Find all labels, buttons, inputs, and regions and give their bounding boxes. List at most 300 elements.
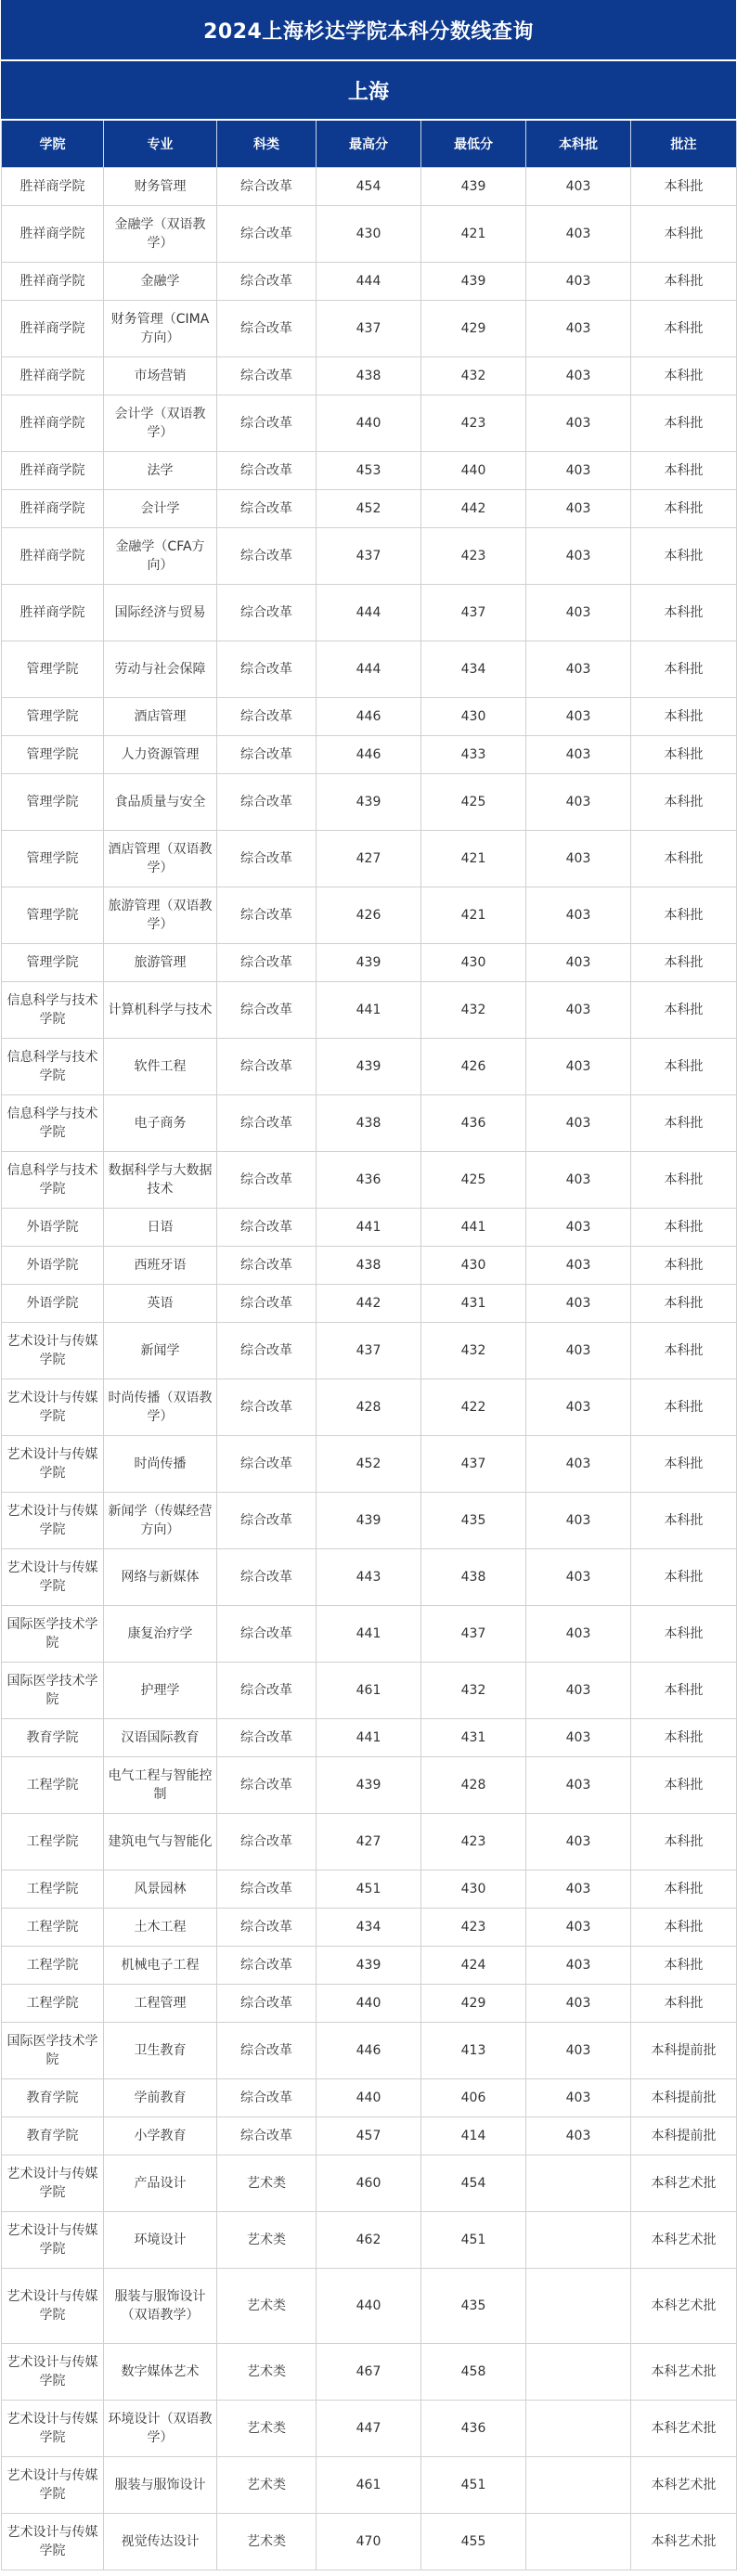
- cell-note: 本科批: [631, 206, 737, 263]
- cell-max-score: 436: [317, 1152, 421, 1209]
- cell-batch-line: [526, 2155, 631, 2212]
- cell-batch-line: 403: [526, 831, 631, 887]
- cell-major: 新闻学（传媒经营方向）: [104, 1493, 217, 1549]
- cell-category: 综合改革: [217, 1209, 317, 1247]
- cell-batch-line: 403: [526, 357, 631, 395]
- table-row: [2, 887, 737, 944]
- cell-min-score: 429: [421, 301, 526, 357]
- cell-major: 新闻学: [104, 1323, 217, 1379]
- cell-college: 管理学院: [2, 736, 104, 774]
- cell-batch-line: [526, 2514, 631, 2570]
- table-row: [2, 698, 737, 736]
- cell-max-score: 442: [317, 1285, 421, 1323]
- cell-note: 本科艺术批: [631, 2457, 737, 2514]
- cell-category: 综合改革: [217, 1606, 317, 1663]
- table-row: [2, 168, 737, 206]
- cell-category: 艺术类: [217, 2344, 317, 2401]
- cell-note: 本科批: [631, 698, 737, 736]
- cell-college: 信息科学与技术学院: [2, 1152, 104, 1209]
- table-row: [2, 2212, 737, 2269]
- cell-college: 胜祥商学院: [2, 452, 104, 490]
- cell-min-score: 421: [421, 887, 526, 944]
- cell-max-score: 470: [317, 2514, 421, 2570]
- cell-major: 酒店管理: [104, 698, 217, 736]
- cell-college: 艺术设计与传媒学院: [2, 2269, 104, 2344]
- header-category: 科类: [217, 120, 317, 168]
- cell-min-score: 440: [421, 452, 526, 490]
- cell-major: 劳动与社会保障: [104, 641, 217, 698]
- cell-note: 本科批: [631, 1719, 737, 1757]
- cell-batch-line: [526, 2457, 631, 2514]
- cell-college: 国际医学技术学院: [2, 2023, 104, 2079]
- cell-batch-line: 403: [526, 1493, 631, 1549]
- cell-note: 本科批: [631, 452, 737, 490]
- cell-major: 会计学: [104, 490, 217, 528]
- cell-batch-line: [526, 2212, 631, 2269]
- cell-major: 护理学: [104, 1663, 217, 1719]
- cell-batch-line: 403: [526, 168, 631, 206]
- cell-max-score: 428: [317, 1379, 421, 1436]
- cell-batch-line: 403: [526, 698, 631, 736]
- cell-category: 综合改革: [217, 528, 317, 585]
- table-row: [2, 2401, 737, 2457]
- cell-note: 本科批: [631, 263, 737, 301]
- cell-min-score: 423: [421, 528, 526, 585]
- cell-major: 网络与新媒体: [104, 1549, 217, 1606]
- cell-min-score: 432: [421, 1323, 526, 1379]
- cell-note: 本科批: [631, 301, 737, 357]
- cell-category: 综合改革: [217, 2023, 317, 2079]
- cell-college: 教育学院: [2, 1719, 104, 1757]
- cell-min-score: 432: [421, 357, 526, 395]
- cell-batch-line: 403: [526, 452, 631, 490]
- cell-batch-line: 403: [526, 887, 631, 944]
- table-row: [2, 2117, 737, 2155]
- header-college: 学院: [2, 120, 104, 168]
- cell-college: 管理学院: [2, 774, 104, 831]
- cell-major: 西班牙语: [104, 1247, 217, 1285]
- cell-batch-line: 403: [526, 1871, 631, 1909]
- cell-batch-line: 403: [526, 1247, 631, 1285]
- cell-note: 本科批: [631, 944, 737, 982]
- cell-note: 本科批: [631, 1152, 737, 1209]
- cell-batch-line: 403: [526, 1379, 631, 1436]
- cell-major: 食品质量与安全: [104, 774, 217, 831]
- cell-note: 本科批: [631, 168, 737, 206]
- cell-category: 艺术类: [217, 2401, 317, 2457]
- table-row: [2, 1152, 737, 1209]
- cell-max-score: 438: [317, 357, 421, 395]
- cell-max-score: 438: [317, 1247, 421, 1285]
- cell-category: 艺术类: [217, 2269, 317, 2344]
- cell-category: 综合改革: [217, 395, 317, 452]
- cell-note: 本科批: [631, 1947, 737, 1985]
- cell-note: 本科批: [631, 1039, 737, 1095]
- cell-category: 综合改革: [217, 1095, 317, 1152]
- cell-batch-line: 403: [526, 1909, 631, 1947]
- cell-max-score: 440: [317, 1985, 421, 2023]
- table-row: [2, 452, 737, 490]
- cell-min-score: 437: [421, 1436, 526, 1493]
- cell-min-score: 430: [421, 944, 526, 982]
- cell-category: 综合改革: [217, 982, 317, 1039]
- cell-note: 本科批: [631, 1285, 737, 1323]
- cell-max-score: 454: [317, 168, 421, 206]
- cell-batch-line: 403: [526, 1719, 631, 1757]
- cell-max-score: 439: [317, 774, 421, 831]
- cell-category: 综合改革: [217, 1323, 317, 1379]
- cell-batch-line: 403: [526, 1152, 631, 1209]
- cell-category: 综合改革: [217, 1379, 317, 1436]
- cell-college: 胜祥商学院: [2, 357, 104, 395]
- cell-min-score: 455: [421, 2514, 526, 2570]
- cell-min-score: 429: [421, 1985, 526, 2023]
- cell-batch-line: 403: [526, 1436, 631, 1493]
- cell-max-score: 439: [317, 1039, 421, 1095]
- page-title: 2024上海杉达学院本科分数线查询: [1, 0, 736, 59]
- cell-major: 软件工程: [104, 1039, 217, 1095]
- cell-note: 本科艺术批: [631, 2344, 737, 2401]
- cell-max-score: 444: [317, 641, 421, 698]
- cell-category: 综合改革: [217, 736, 317, 774]
- cell-category: 综合改革: [217, 263, 317, 301]
- cell-min-score: 454: [421, 2155, 526, 2212]
- cell-note: 本科批: [631, 490, 737, 528]
- cell-category: 综合改革: [217, 1152, 317, 1209]
- table-row: [2, 2344, 737, 2401]
- cell-max-score: 461: [317, 2457, 421, 2514]
- cell-college: 工程学院: [2, 1909, 104, 1947]
- table-row: [2, 1871, 737, 1909]
- cell-min-score: 436: [421, 1095, 526, 1152]
- cell-note: 本科批: [631, 357, 737, 395]
- cell-max-score: 457: [317, 2117, 421, 2155]
- table-row: [2, 2514, 737, 2570]
- cell-note: 本科批: [631, 831, 737, 887]
- cell-category: 综合改革: [217, 1285, 317, 1323]
- cell-category: 综合改革: [217, 2117, 317, 2155]
- cell-max-score: 446: [317, 698, 421, 736]
- cell-batch-line: 403: [526, 528, 631, 585]
- cell-major: 人力资源管理: [104, 736, 217, 774]
- cell-note: 本科批: [631, 1209, 737, 1247]
- cell-max-score: 444: [317, 585, 421, 641]
- cell-note: 本科艺术批: [631, 2401, 737, 2457]
- cell-max-score: 439: [317, 1493, 421, 1549]
- cell-min-score: 451: [421, 2212, 526, 2269]
- cell-college: 管理学院: [2, 698, 104, 736]
- cell-major: 财务管理（CIMA方向）: [104, 301, 217, 357]
- cell-min-score: 425: [421, 774, 526, 831]
- cell-batch-line: 403: [526, 641, 631, 698]
- cell-batch-line: 403: [526, 1757, 631, 1814]
- cell-min-score: 441: [421, 1209, 526, 1247]
- cell-min-score: 433: [421, 736, 526, 774]
- cell-major: 旅游管理: [104, 944, 217, 982]
- cell-max-score: 447: [317, 2401, 421, 2457]
- cell-category: 综合改革: [217, 452, 317, 490]
- cell-major: 数字媒体艺术: [104, 2344, 217, 2401]
- cell-batch-line: 403: [526, 2117, 631, 2155]
- cell-major: 小学教育: [104, 2117, 217, 2155]
- cell-max-score: 439: [317, 944, 421, 982]
- cell-max-score: 441: [317, 1606, 421, 1663]
- cell-college: 教育学院: [2, 2079, 104, 2117]
- region-title: 上海: [1, 59, 736, 119]
- cell-min-score: 432: [421, 982, 526, 1039]
- table-row: [2, 2023, 737, 2079]
- table-row: [2, 1757, 737, 1814]
- header-note: 批注: [631, 120, 737, 168]
- cell-major: 环境设计（双语教学）: [104, 2401, 217, 2457]
- cell-max-score: 452: [317, 490, 421, 528]
- cell-category: 综合改革: [217, 1814, 317, 1871]
- cell-min-score: 424: [421, 1947, 526, 1985]
- cell-major: 旅游管理（双语教学）: [104, 887, 217, 944]
- cell-min-score: 428: [421, 1757, 526, 1814]
- table-row: [2, 1947, 737, 1985]
- cell-note: 本科批: [631, 736, 737, 774]
- cell-batch-line: 403: [526, 2079, 631, 2117]
- cell-min-score: 439: [421, 168, 526, 206]
- cell-note: 本科批: [631, 1663, 737, 1719]
- cell-batch-line: 403: [526, 774, 631, 831]
- cell-category: 综合改革: [217, 1493, 317, 1549]
- cell-college: 国际医学技术学院: [2, 1606, 104, 1663]
- cell-min-score: 442: [421, 490, 526, 528]
- cell-batch-line: 403: [526, 301, 631, 357]
- cell-category: 综合改革: [217, 1909, 317, 1947]
- cell-major: 工程管理: [104, 1985, 217, 2023]
- cell-college: 管理学院: [2, 641, 104, 698]
- cell-major: 国际经济与贸易: [104, 585, 217, 641]
- cell-category: 综合改革: [217, 301, 317, 357]
- cell-min-score: 426: [421, 1039, 526, 1095]
- cell-note: 本科批: [631, 887, 737, 944]
- cell-college: 工程学院: [2, 1757, 104, 1814]
- cell-major: 电子商务: [104, 1095, 217, 1152]
- cell-major: 卫生教育: [104, 2023, 217, 2079]
- cell-note: 本科批: [631, 585, 737, 641]
- cell-max-score: 427: [317, 831, 421, 887]
- cell-max-score: 437: [317, 301, 421, 357]
- header-max-score: 最高分: [317, 120, 421, 168]
- cell-major: 电气工程与智能控制: [104, 1757, 217, 1814]
- cell-major: 法学: [104, 452, 217, 490]
- cell-major: 财务管理: [104, 168, 217, 206]
- cell-min-score: 458: [421, 2344, 526, 2401]
- cell-min-score: 438: [421, 1549, 526, 1606]
- cell-college: 艺术设计与传媒学院: [2, 2401, 104, 2457]
- cell-college: 信息科学与技术学院: [2, 1039, 104, 1095]
- cell-note: 本科批: [631, 1606, 737, 1663]
- cell-major: 机械电子工程: [104, 1947, 217, 1985]
- cell-college: 胜祥商学院: [2, 168, 104, 206]
- cell-max-score: 434: [317, 1909, 421, 1947]
- table-row: [2, 641, 737, 698]
- cell-category: 艺术类: [217, 2457, 317, 2514]
- table-row: [2, 1663, 737, 1719]
- cell-batch-line: 403: [526, 1285, 631, 1323]
- cell-max-score: 440: [317, 395, 421, 452]
- cell-category: 综合改革: [217, 887, 317, 944]
- cell-major: 环境设计: [104, 2212, 217, 2269]
- cell-college: 工程学院: [2, 1871, 104, 1909]
- cell-college: 艺术设计与传媒学院: [2, 1379, 104, 1436]
- cell-min-score: 421: [421, 206, 526, 263]
- cell-min-score: 451: [421, 2457, 526, 2514]
- cell-note: 本科批: [631, 1247, 737, 1285]
- cell-major: 建筑电气与智能化: [104, 1814, 217, 1871]
- cell-major: 视觉传达设计: [104, 2514, 217, 2570]
- cell-min-score: 439: [421, 263, 526, 301]
- cell-max-score: 438: [317, 1095, 421, 1152]
- cell-batch-line: 403: [526, 1209, 631, 1247]
- cell-college: 艺术设计与传媒学院: [2, 2155, 104, 2212]
- cell-max-score: 427: [317, 1814, 421, 1871]
- cell-min-score: 435: [421, 1493, 526, 1549]
- table-row: [2, 1549, 737, 1606]
- table-row: [2, 982, 737, 1039]
- table-row: [2, 1323, 737, 1379]
- cell-major: 计算机科学与技术: [104, 982, 217, 1039]
- cell-category: 综合改革: [217, 831, 317, 887]
- cell-batch-line: 403: [526, 944, 631, 982]
- cell-note: 本科批: [631, 982, 737, 1039]
- cell-note: 本科批: [631, 1436, 737, 1493]
- cell-min-score: 423: [421, 395, 526, 452]
- cell-major: 英语: [104, 1285, 217, 1323]
- cell-category: 综合改革: [217, 1985, 317, 2023]
- table-row: [2, 1209, 737, 1247]
- cell-max-score: 441: [317, 1209, 421, 1247]
- cell-note: 本科批: [631, 528, 737, 585]
- table-row: [2, 1285, 737, 1323]
- cell-college: 艺术设计与传媒学院: [2, 2514, 104, 2570]
- header-major: 专业: [104, 120, 217, 168]
- cell-category: 综合改革: [217, 1247, 317, 1285]
- cell-batch-line: 403: [526, 263, 631, 301]
- cell-major: 数据科学与大数据技术: [104, 1152, 217, 1209]
- cell-college: 工程学院: [2, 1947, 104, 1985]
- cell-college: 工程学院: [2, 1814, 104, 1871]
- cell-max-score: 443: [317, 1549, 421, 1606]
- cell-min-score: 425: [421, 1152, 526, 1209]
- cell-max-score: 451: [317, 1871, 421, 1909]
- cell-max-score: 444: [317, 263, 421, 301]
- table-row: [2, 1606, 737, 1663]
- cell-college: 艺术设计与传媒学院: [2, 1549, 104, 1606]
- cell-category: 综合改革: [217, 2079, 317, 2117]
- cell-college: 国际医学技术学院: [2, 1663, 104, 1719]
- cell-college: 教育学院: [2, 2117, 104, 2155]
- cell-note: 本科艺术批: [631, 2269, 737, 2344]
- cell-max-score: 441: [317, 1719, 421, 1757]
- cell-major: 风景园林: [104, 1871, 217, 1909]
- cell-college: 胜祥商学院: [2, 263, 104, 301]
- cell-batch-line: 403: [526, 1985, 631, 2023]
- cell-min-score: 430: [421, 1247, 526, 1285]
- cell-category: 艺术类: [217, 2212, 317, 2269]
- cell-max-score: 440: [317, 2269, 421, 2344]
- cell-category: 综合改革: [217, 1549, 317, 1606]
- table-row: [2, 2457, 737, 2514]
- cell-major: 金融学（双语教学）: [104, 206, 217, 263]
- score-table: [1, 119, 737, 2570]
- table-row: [2, 528, 737, 585]
- cell-batch-line: 403: [526, 1549, 631, 1606]
- cell-college: 外语学院: [2, 1285, 104, 1323]
- cell-min-score: 431: [421, 1719, 526, 1757]
- cell-college: 艺术设计与传媒学院: [2, 1323, 104, 1379]
- cell-major: 时尚传播: [104, 1436, 217, 1493]
- cell-batch-line: [526, 2344, 631, 2401]
- cell-note: 本科批: [631, 1909, 737, 1947]
- cell-batch-line: 403: [526, 1039, 631, 1095]
- cell-category: 综合改革: [217, 698, 317, 736]
- table-header-row: [2, 120, 737, 168]
- cell-min-score: 414: [421, 2117, 526, 2155]
- cell-major: 服装与服饰设计: [104, 2457, 217, 2514]
- cell-college: 信息科学与技术学院: [2, 1095, 104, 1152]
- table-row: [2, 1814, 737, 1871]
- cell-min-score: 437: [421, 1606, 526, 1663]
- cell-batch-line: 403: [526, 490, 631, 528]
- cell-min-score: 422: [421, 1379, 526, 1436]
- cell-major: 康复治疗学: [104, 1606, 217, 1663]
- cell-college: 艺术设计与传媒学院: [2, 1493, 104, 1549]
- cell-college: 外语学院: [2, 1209, 104, 1247]
- cell-max-score: 426: [317, 887, 421, 944]
- cell-batch-line: 403: [526, 1814, 631, 1871]
- cell-note: 本科提前批: [631, 2079, 737, 2117]
- cell-note: 本科批: [631, 1493, 737, 1549]
- cell-note: 本科批: [631, 1323, 737, 1379]
- cell-major: 汉语国际教育: [104, 1719, 217, 1757]
- cell-max-score: 437: [317, 1323, 421, 1379]
- cell-major: 学前教育: [104, 2079, 217, 2117]
- cell-note: 本科提前批: [631, 2117, 737, 2155]
- cell-college: 艺术设计与传媒学院: [2, 1436, 104, 1493]
- cell-college: 信息科学与技术学院: [2, 982, 104, 1039]
- table-row: [2, 831, 737, 887]
- cell-min-score: 423: [421, 1814, 526, 1871]
- cell-note: 本科批: [631, 1095, 737, 1152]
- cell-max-score: 439: [317, 1757, 421, 1814]
- cell-category: 综合改革: [217, 1719, 317, 1757]
- cell-major: 服装与服饰设计（双语教学）: [104, 2269, 217, 2344]
- cell-note: 本科批: [631, 1379, 737, 1436]
- cell-max-score: 462: [317, 2212, 421, 2269]
- cell-college: 艺术设计与传媒学院: [2, 2457, 104, 2514]
- cell-note: 本科艺术批: [631, 2212, 737, 2269]
- cell-note: 本科批: [631, 774, 737, 831]
- cell-category: 综合改革: [217, 641, 317, 698]
- cell-category: 综合改革: [217, 1871, 317, 1909]
- table-row: [2, 1379, 737, 1436]
- table-row: [2, 1493, 737, 1549]
- header-min-score: 最低分: [421, 120, 526, 168]
- cell-major: 市场营销: [104, 357, 217, 395]
- table-row: [2, 585, 737, 641]
- table-row: [2, 301, 737, 357]
- cell-min-score: 435: [421, 2269, 526, 2344]
- cell-min-score: 421: [421, 831, 526, 887]
- cell-max-score: 441: [317, 982, 421, 1039]
- table-row: [2, 263, 737, 301]
- cell-min-score: 437: [421, 585, 526, 641]
- cell-note: 本科批: [631, 1871, 737, 1909]
